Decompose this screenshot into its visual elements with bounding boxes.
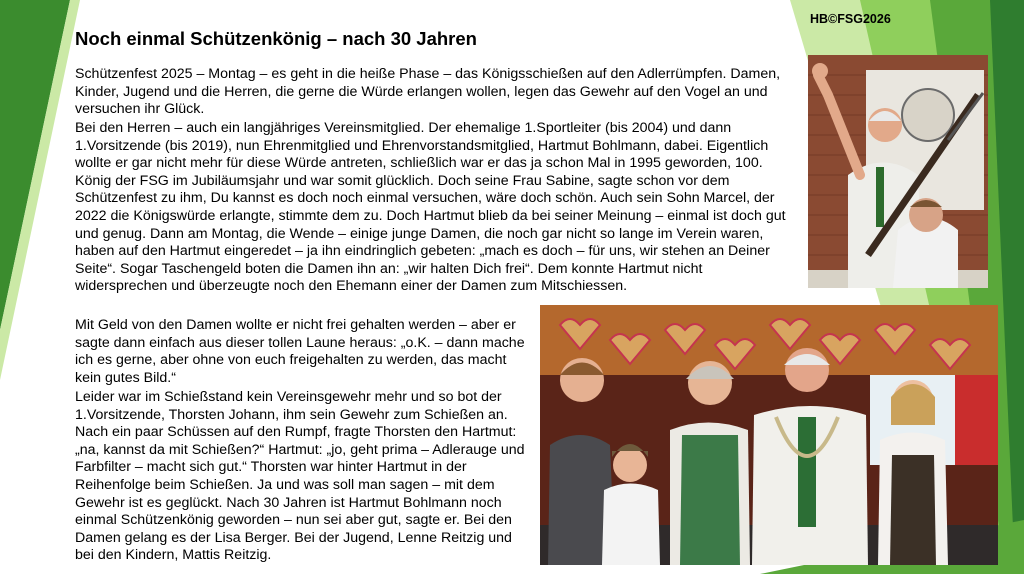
paragraph-geld: Mit Geld von den Damen wollte er nicht frei gehalten werden – aber er sagte dann einfach aus dieser tollen Laune heraus: „o.K. – dann mache ich es gerne, aber ohne von euch freigehalten zu werden, das macht kein gutes Bild.“ xyxy=(75,317,525,386)
slide-title: Noch einmal Schützenkönig – nach 30 Jahren xyxy=(75,28,477,49)
paragraph-herren: Bei den Herren – auch ein langjähriges Vereinsmitglied. Der ehemalige 1.Sportleiter (bis 2004) und dann 1.Vorsitzende (bis 2019), nun Ehrenmitglied und Ehrenvorstandsmitglied, Hartmut Bohlmann, dabei. Eigentlich wollte er gar nicht mehr für diese Würde antreten, schließlich war er das ja schon Mal in 1995 geworden, 100. König der FSG im Jubiläumsjahr und war somit glücklich. Doch seine Frau Sabine, sagte schon vor dem Schützenfest zu ihm, Du kannst es doch noch einmal versuchen, wäre doch schön. Auch sein Sohn Marcel, der 2022 die Königswürde erlangte, stimmte dem zu. Doch Hartmut blieb da bei seiner Meinung – einmal ist doch gut und genug. Dann am Montag, die Wende – einige junge Damen, die noch gar nicht so lange im Verein waren, haben auf den Hartmut eingeredet – ja ihn eindringlich gebeten: „mach es doch – für uns, wir stehen an Deiner Seite“. Sogar Taschengeld boten die Damen ihn an: „wir halten Dich frei“. Dem konnte Hartmut nicht widersprechen und überzeugte noch den Ehemann einer der Damen zum Mitschiessen. xyxy=(75,120,786,295)
paragraph-schiessstand: Leider war im Schießstand kein Vereinsgewehr mehr und so bot der 1.Vorsitzende, Thorsten Johann, ihm sein Gewehr zum Schießen an. Nach ein paar Schüssen auf den Rumpf, fragte Thorsten den Hartmut: „na, kannst da mit Schießen?“ Hartmut: „jo, geht prima – Adlerauge und Farbfilter – macht sich gut.“ Thorsten war hinter Hartmut in der Reihenfolge beim Schießen. Ja und was soll man sagen – mit dem Gewehr ist es geglückt. Nach 30 Jahren ist Hartmut Bohlmann noch einmal Schützenkönig geworden – nun sei aber gut, sagte er. Bei den Damen gelang es der Lisa Berger. Bei der Jugend, Lenne Reitzig und bei den Kindern, Mattis Reitzig. xyxy=(75,389,525,564)
paragraph-intro: Schützenfest 2025 – Montag – es geht in die heiße Phase – das Königsschießen auf den Adlerrümpfen. Damen, Kinder, Jugend und die Herren, die gerne die Würde erlangen wollen, legen das Gewehr auf den Vogel an und versuchen ihr Glück. xyxy=(75,66,781,118)
photo-king-cheering xyxy=(808,55,988,288)
photo-kings-group xyxy=(540,305,998,565)
logo-text: HB©FSG2026 xyxy=(810,12,891,26)
